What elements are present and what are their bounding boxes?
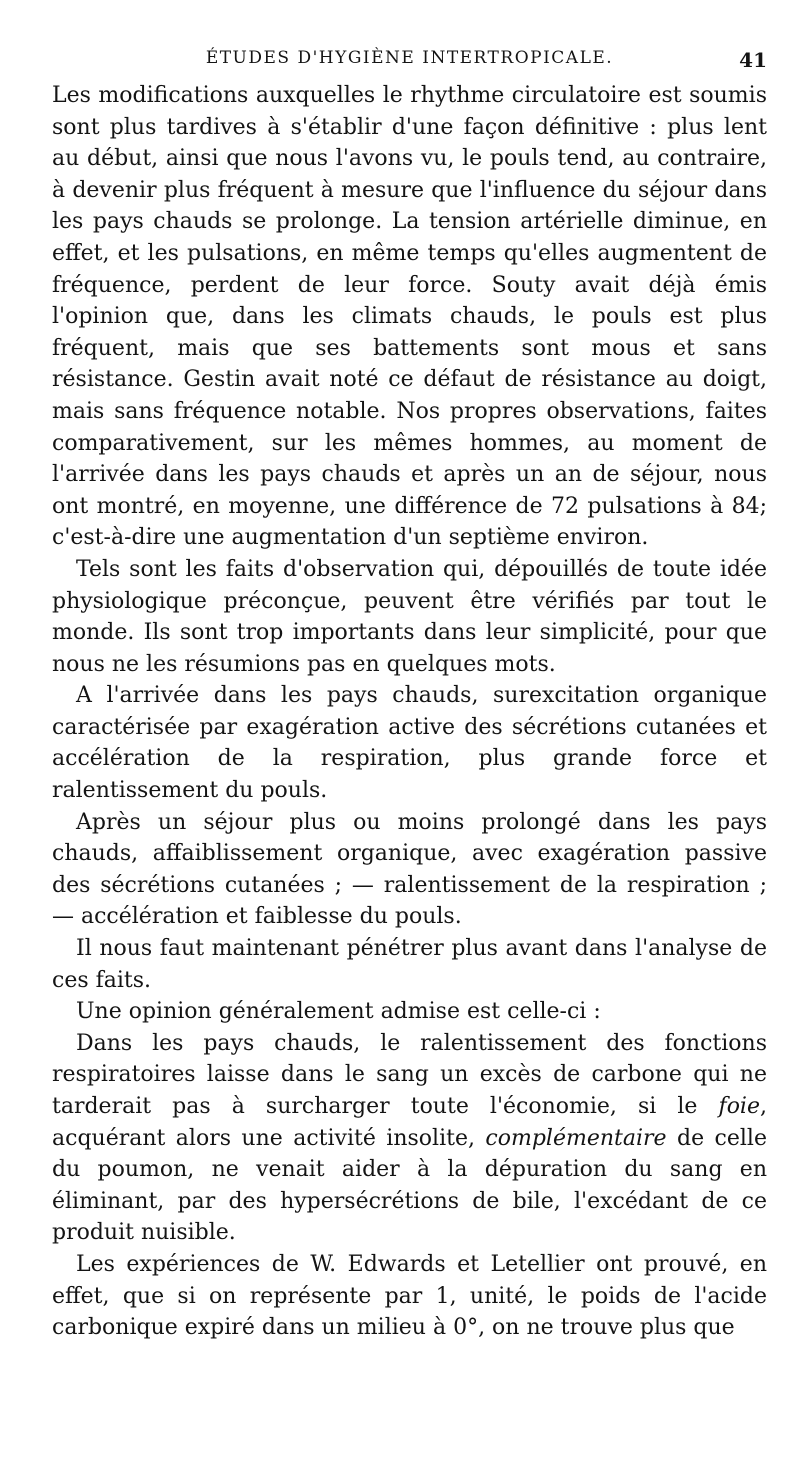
body-text [52, 80, 767, 1344]
paragraph: Les expériences de W. Edwards et Letellier ont prouvé, en effet, que si on représente par 1, unité, le poids de l'acide carbonique expiré dans un milieu à 0°, on ne trouve plus que [52, 1251, 767, 1341]
paragraph [52, 1028, 767, 1249]
italic-term: complémentaire [485, 1125, 667, 1151]
text-run: de celle du poumon, ne venait aider à la dépuration du sang en éliminant, par des hypersécrétions de bile, l'excédant de ce produit nuisible. [52, 1125, 767, 1246]
paragraph: Une opinion généralement admise est celle-ci : [76, 999, 601, 1025]
text-run: Dans les pays chauds, le ralentissement des fonctions respiratoires laisse dans le sang un excès de carbone qui ne tarderait pas à surcharger toute l'économie, si le [52, 1030, 767, 1119]
paragraph: Il nous faut maintenant pénétrer plus avant dans l'analyse de ces faits. [52, 936, 767, 993]
paragraph: A l'arrivée dans les pays chauds, surexcitation organique caractérisée par exagération active des sécrétions cutanées et accélération de la respiration, plus grande force et ralentissement du pouls. [52, 683, 767, 804]
text-run: , acquérant alors une activité insolite, [52, 1094, 767, 1151]
italic-term: foie [718, 1094, 760, 1119]
running-head: ÉTUDES D'HYGIÈNE INTERTROPICALE. [205, 48, 614, 68]
paragraph: Tels sont les faits d'observation qui, dépouillés de toute idée physiologique préconçue, peuvent être vérifiés par tout le monde. Ils sont trop importants dans leur simplicité, pour que nous ne les résumions pas en quelques mots. [52, 556, 767, 677]
paragraph: Les modifications auxquelles le rhythme circulatoire est soumis sont plus tardives à s'établir d'une façon définitive : plus lent au début, ainsi que nous l'avons vu, le pouls tend, au contraire, à devenir plus fréquent à mesure que l'influence du séjour dans les pays chauds se prolonge. La tension artérielle diminue, en effet, et les pulsations, en même temps qu'elles augmentent de fréquence, perdent de leur force. Souty avait déjà émis l'opinion que, dans les climats chauds, le pouls est plus fréquent, mais que ses battements sont mous et sans résistance. Gestin avait noté ce défaut de résistance au doigt, mais sans fréquence notable. Nos propres observations, faites comparativement, sur les mêmes hommes, au moment de l'arrivée dans les pays chauds et après un an de séjour, nous ont montré, en moyenne, une différence de 72 pulsations à 84; c'est-à-dire une augmentation d'un septième environ. [52, 83, 767, 551]
paragraph: Après un séjour plus ou moins prolongé dans les pays chauds, affaiblissement organique, avec exagération passive des sécrétions cutanées ; — ralentissement de la respiration ; — accélération et faiblesse du pouls. [52, 809, 767, 930]
page-header [52, 48, 767, 74]
page-number: 41 [739, 48, 767, 72]
